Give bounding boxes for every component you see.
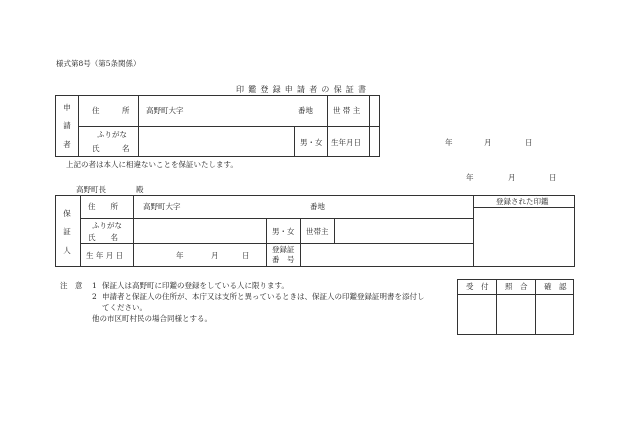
checked-stamp-label: 照 合	[505, 282, 528, 291]
guarantor-birth-day: 日	[242, 251, 250, 260]
guarantor-address-label: 住 所	[88, 202, 118, 211]
guarantor-sex[interactable]: 男・女	[272, 227, 295, 236]
applicant-birth-year: 年	[445, 138, 453, 147]
registration-number-label-1: 登録証	[272, 245, 295, 254]
applicant-banchi: 番地	[298, 106, 313, 115]
date-month: 月	[508, 173, 516, 182]
guarantor-banchi: 番地	[310, 202, 325, 211]
addressee-honorific: 殿	[136, 185, 144, 194]
guarantor-householder-label: 世帯主	[306, 227, 329, 236]
guarantor-side-label: 保 証 人	[63, 209, 71, 255]
applicant-address-label: 住 所	[92, 106, 130, 115]
applicant-sex[interactable]: 男・女	[300, 138, 323, 147]
applicant-birth-day: 日	[525, 138, 533, 147]
guarantor-birth-month: 月	[211, 251, 219, 260]
registered-seal-label: 登録された印鑑	[496, 197, 549, 206]
registration-number-label-2: 番 号	[272, 255, 295, 264]
guarantor-furigana-label: ふりがな	[92, 221, 122, 230]
confirmed-stamp-label: 確 認	[544, 282, 567, 291]
received-stamp-label: 受 付	[466, 282, 489, 291]
note-2-line-1: 申請者と保証人の住所が、本庁又は支所と異っているときは、保証人の印鑑登録証明書を添付し	[102, 292, 425, 301]
note-2-number: 2	[92, 292, 97, 301]
date-year: 年	[466, 173, 474, 182]
applicant-birth-label: 生年月日	[331, 138, 361, 147]
applicant-householder-label: 世 帯 主	[333, 106, 361, 115]
applicant-side-label: 申 請 者	[63, 103, 71, 149]
note-2-line-2: てください。	[102, 303, 147, 312]
applicant-address-value[interactable]: 高野町大字	[146, 106, 184, 115]
guarantor-address-value[interactable]: 高野町大字	[143, 202, 181, 211]
note-1: 保証人は高野町に印鑑の登録をしている人に限ります。	[102, 281, 289, 290]
applicant-furigana-label: ふりがな	[97, 130, 127, 139]
applicant-name-label: 氏 名	[92, 144, 130, 153]
guarantor-name-label: 氏 名	[88, 233, 118, 242]
date-day: 日	[549, 173, 557, 182]
guarantee-statement: 上記の者は本人に相違ないことを保証いたします。	[66, 160, 238, 169]
note-3: 他の市区町村民の場合同様とする。	[92, 314, 212, 323]
notes-label: 注 意	[60, 281, 83, 290]
applicant-birth-month: 月	[484, 138, 492, 147]
form-number: 様式第8号（第5条関係）	[56, 59, 141, 68]
addressee: 高野町長	[76, 185, 106, 194]
note-1-number: 1	[92, 281, 97, 290]
page-title: 印鑑登録申請者の保証書	[236, 85, 371, 94]
guarantor-birth-year: 年	[176, 251, 184, 260]
guarantor-birth-label: 生 年 月 日	[86, 251, 124, 260]
